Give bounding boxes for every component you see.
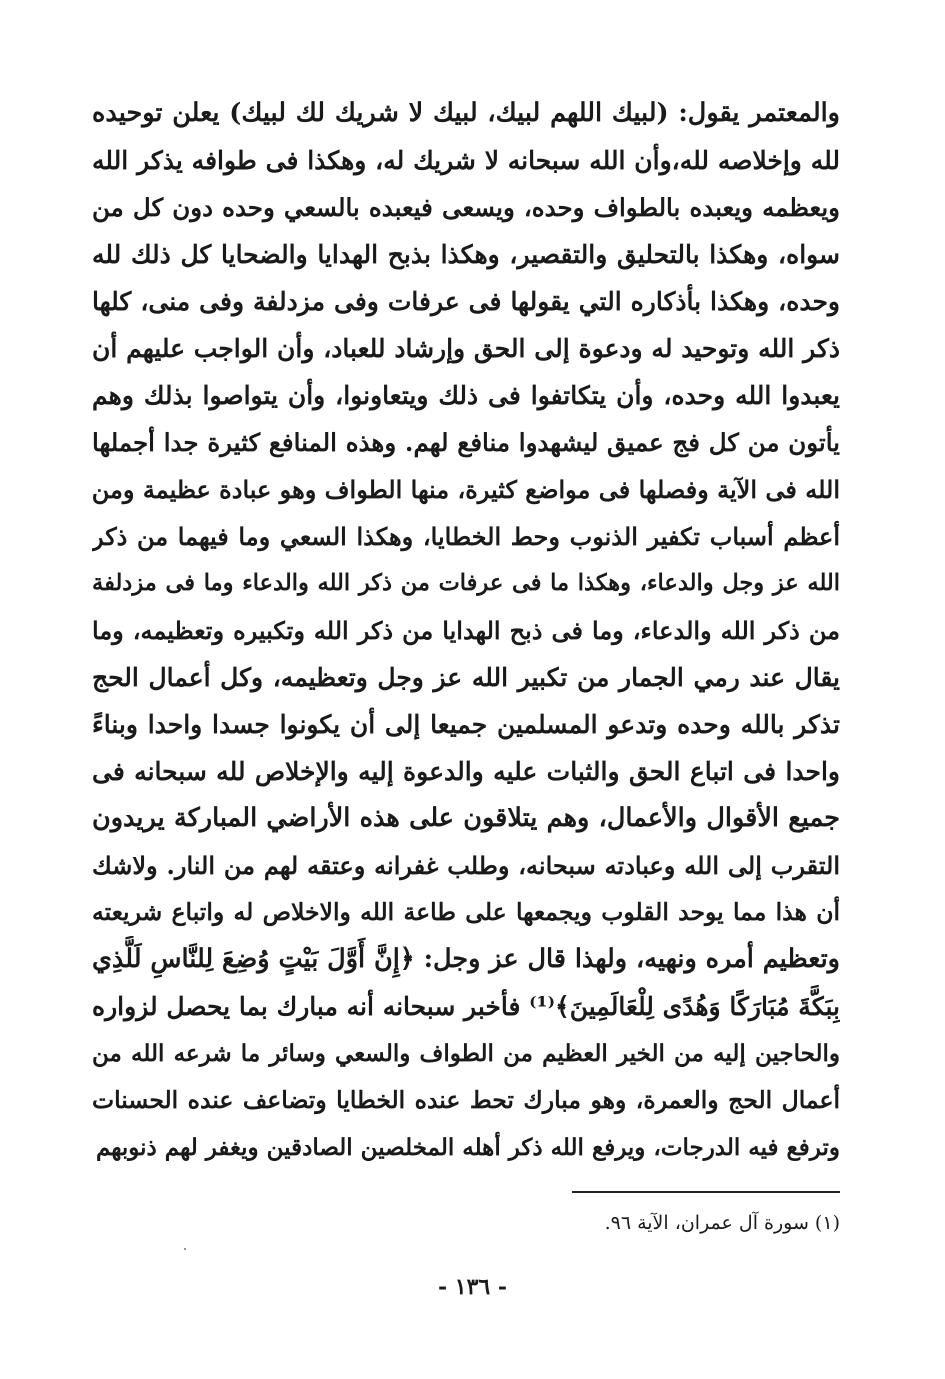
text-line: أعمال الحج والعمرة، وهو مبارك تحط عنده الخطايا وتضاعف عنده الحسنات bbox=[92, 1086, 840, 1114]
text-line: يأتون من كل فج عميق ليشهدوا منافع لهم. وهذه المنافع كثيرة جدا أجملها bbox=[92, 428, 840, 457]
quran-verse-line: وتعظيم أمره ونهيه، ولهذا قال عز وجل: ﴿إِنَّ أَوَّلَ بَيْتٍ وُضِعَ لِلنَّاسِ لَلَّذِي bbox=[92, 944, 840, 974]
text-line: أعظم أسباب تكفير الذنوب وحط الخطايا، وهكذا السعي وما فيهما من ذكر bbox=[92, 522, 840, 551]
page-number: - ١٣٦ - bbox=[437, 1274, 508, 1300]
text-line: أن هذا مما يوحد القلوب ويجمعها على طاعة الله والاخلاص له واتباع شريعته bbox=[92, 898, 840, 926]
text-line: يعبدوا الله وحده، وأن يتكاتفوا فى ذلك ويتعاونوا، وأن يتواصوا بذلك وهم bbox=[92, 381, 840, 410]
text-line: تذكر بالله وحده وتدعو المسلمين جميعا إلى أن يكونوا جسدا واحدا وبناءً bbox=[92, 710, 840, 739]
text-line: والمعتمر يقول: (لبيك اللهم لبيك، لبيك لا شريك لك لبيك) يعلن توحيده bbox=[92, 98, 840, 128]
text-line: والحاجين إليه من الخير العظيم من الطواف والسعي وسائر ما شرعه الله من bbox=[92, 1040, 840, 1067]
text-line: يقال عند رمي الجمار من تكبير الله عز وجل وتعظيمه، وكل أعمال الحج bbox=[92, 663, 840, 692]
text-line: وترفع فيه الدرجات، ويرفع الله ذكر أهله المخلصين الصادقين ويغفر لهم ذنوبهم bbox=[95, 1134, 840, 1161]
text-line: الله فى الآية وفصلها فى مواضع كثيرة، منها الطواف وهو عبادة عظيمة ومن bbox=[92, 475, 840, 504]
text-line: لله وإخلاصه لله،وأن الله سبحانه لا شريك له، وهكذا فى طوافه يذكر الله bbox=[92, 146, 840, 175]
text-line: واحدا فى اتباع الحق والثبات عليه والدعوة إليه والإخلاص لله سبحانه فى bbox=[92, 757, 840, 786]
text-line: ويعظمه ويعبده بالطواف وحده، ويسعى فيعبده بالسعي وحده دون كل من bbox=[92, 193, 840, 222]
text-line: سواه، وهكذا بالتحليق والتقصير، وهكذا بذبح الهدايا والضحايا كل ذلك لله bbox=[92, 240, 840, 269]
text-line: جميع الأقوال والأعمال، وهم يتلاقون على هذه الأراضي المباركة يريدون bbox=[92, 803, 840, 833]
text-line: التقرب إلى الله وعبادته سبحانه، وطلب غفرانه وعتقه لهم من النار. ولاشك bbox=[92, 851, 840, 880]
footnote: (١) سورة آل عمران، الآية ٩٦. bbox=[604, 1212, 840, 1234]
text-line: الله عز وجل والدعاء، وهكذا ما فى عرفات من ذكر الله والدعاء وما فى مزدلفة bbox=[92, 570, 840, 596]
quran-verse-line: بِبَكَّةَ مُبَارَكًا وَهُدًى لِلْعَالَمِينَ﴾⁽¹⁾ فأخبر سبحانه أنه مبارك بما يحصل لزواره bbox=[92, 992, 840, 1021]
text-line: ذكر الله وتوحيد له ودعوة إلى الحق وإرشاد للعباد، وأن الواجب عليهم أن bbox=[92, 334, 840, 363]
main-text bbox=[92, 90, 840, 1171]
footnote-divider bbox=[572, 1191, 840, 1193]
text-line: وحده، وهكذا بأذكاره التي يقولها فى عرفات وفى مزدلفة وفى منى، كلها bbox=[92, 287, 840, 316]
scan-speck bbox=[184, 1248, 186, 1250]
text-line: من ذكر الله والدعاء، وما فى ذبح الهدايا من ذكر الله وتكبيره وتعظيمه، وما bbox=[92, 616, 840, 645]
